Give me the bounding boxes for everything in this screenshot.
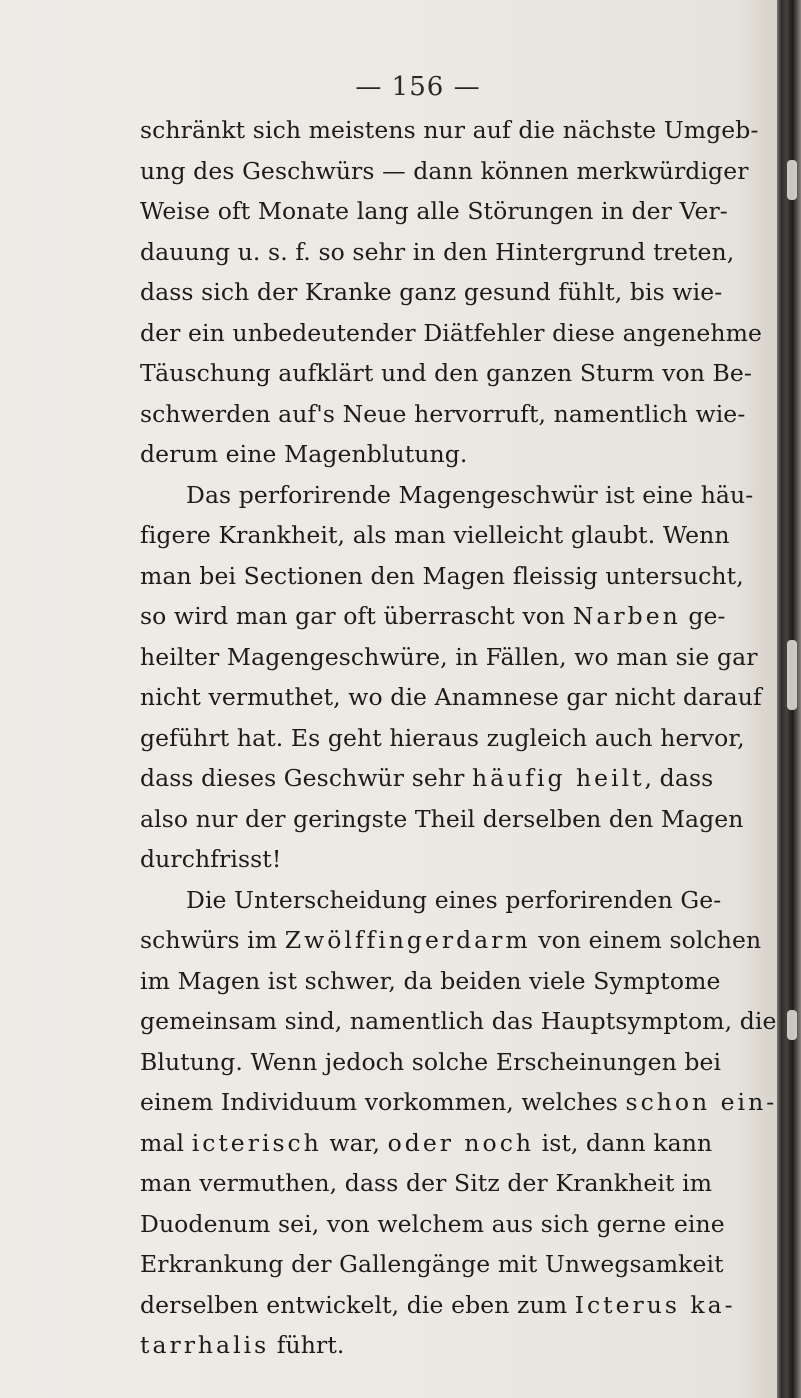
text-line: also nur der geringste Theil derselben den Magen (140, 804, 744, 833)
text-segment: mal (140, 1128, 192, 1157)
spaced-emphasis: Zwölffingerdarm (284, 926, 531, 954)
edge-highlight (787, 640, 797, 710)
text-segment: derselben entwickelt, die eben zum (140, 1290, 575, 1319)
edge-highlight (787, 160, 797, 200)
text-segment: ist, dann kann (534, 1128, 713, 1157)
spaced-emphasis: oder noch (387, 1128, 535, 1157)
text-line: derum eine Magenblutung. (140, 440, 468, 468)
text-line: durchfrisst! (140, 845, 282, 873)
text-line: im Magen ist schwer, da beiden viele Symptome (140, 966, 721, 995)
text-line: nicht vermuthet, wo die Anamnese gar nicht darauf (140, 683, 762, 711)
text-line: Duodenum sei, von welchem aus sich gerne eine (140, 1209, 725, 1238)
page-edge-shadow (777, 0, 801, 1398)
text-segment: von einem solchen (530, 926, 762, 954)
text-segment: ge- (680, 602, 726, 630)
spaced-emphasis: Narben (572, 602, 681, 630)
text-line: figere Krankheit, als man vielleicht glaubt. Wenn (140, 521, 730, 549)
page-number: — 156 — (355, 72, 481, 102)
text-line: dauung u. s. f. so sehr in den Hintergrund treten, (140, 237, 735, 266)
body-text (140, 110, 778, 1366)
edge-highlight (787, 1010, 797, 1040)
text-segment: dass dieses Geschwür sehr (140, 764, 473, 792)
text-segment: schwürs im (140, 926, 285, 954)
paragraph-start-line: Das perforirende Magengeschwür ist eine häu- (186, 480, 754, 509)
spaced-emphasis: häufig heilt (472, 764, 645, 792)
text-line: dass sich der Kranke ganz gesund fühlt, bis wie- (140, 278, 723, 306)
text-line: man bei Sectionen den Magen fleissig untersucht, (140, 561, 744, 590)
text-line: man vermuthen, dass der Sitz der Krankheit im (140, 1169, 713, 1197)
text-line (140, 920, 762, 961)
text-line: Täuschung aufklärt und den ganzen Sturm von Be- (140, 359, 752, 387)
text-line (140, 758, 750, 799)
text-line (140, 596, 750, 637)
text-line: Erkrankung der Gallengänge mit Unwegsamkeit (140, 1250, 724, 1278)
text-segment: führt. (269, 1331, 345, 1359)
text-line (140, 1285, 750, 1326)
text-line (140, 1325, 750, 1366)
spaced-emphasis: tarrhalis (140, 1331, 270, 1359)
spaced-emphasis: icterisch (191, 1128, 322, 1157)
paragraph-start-line: Die Unterscheidung eines perforirenden Ge- (186, 885, 722, 914)
text-line: ung des Geschwürs — dann können merkwürdiger (140, 156, 749, 185)
text-segment: so wird man gar oft überrascht von (140, 602, 573, 630)
text-line: geführt hat. Es geht hieraus zugleich auch hervor, (140, 723, 745, 752)
text-line: der ein unbedeutender Diätfehler diese angenehme (140, 318, 762, 347)
text-line: gemeinsam sind, namentlich das Hauptsymptom, die (140, 1007, 777, 1035)
text-line: schwerden auf's Neue hervorruft, namentlich wie- (140, 399, 746, 428)
spaced-emphasis: Icterus ka- (574, 1290, 736, 1319)
text-line: schränkt sich meistens nur auf die nächste Umgeb- (140, 116, 759, 144)
text-segment: war, (321, 1128, 388, 1157)
text-line: Blutung. Wenn jedoch solche Erscheinungen bei (140, 1047, 722, 1076)
text-segment: , dass (644, 764, 714, 792)
spaced-emphasis: schon ein- (625, 1088, 778, 1116)
text-segment: einem Individuum vorkommen, welches (140, 1088, 626, 1116)
text-line: heilter Magengeschwüre, in Fällen, wo man sie gar (140, 642, 758, 671)
text-line (140, 1123, 750, 1164)
text-line (140, 1082, 778, 1123)
text-line: Weise oft Monate lang alle Störungen in der Ver- (140, 197, 728, 225)
